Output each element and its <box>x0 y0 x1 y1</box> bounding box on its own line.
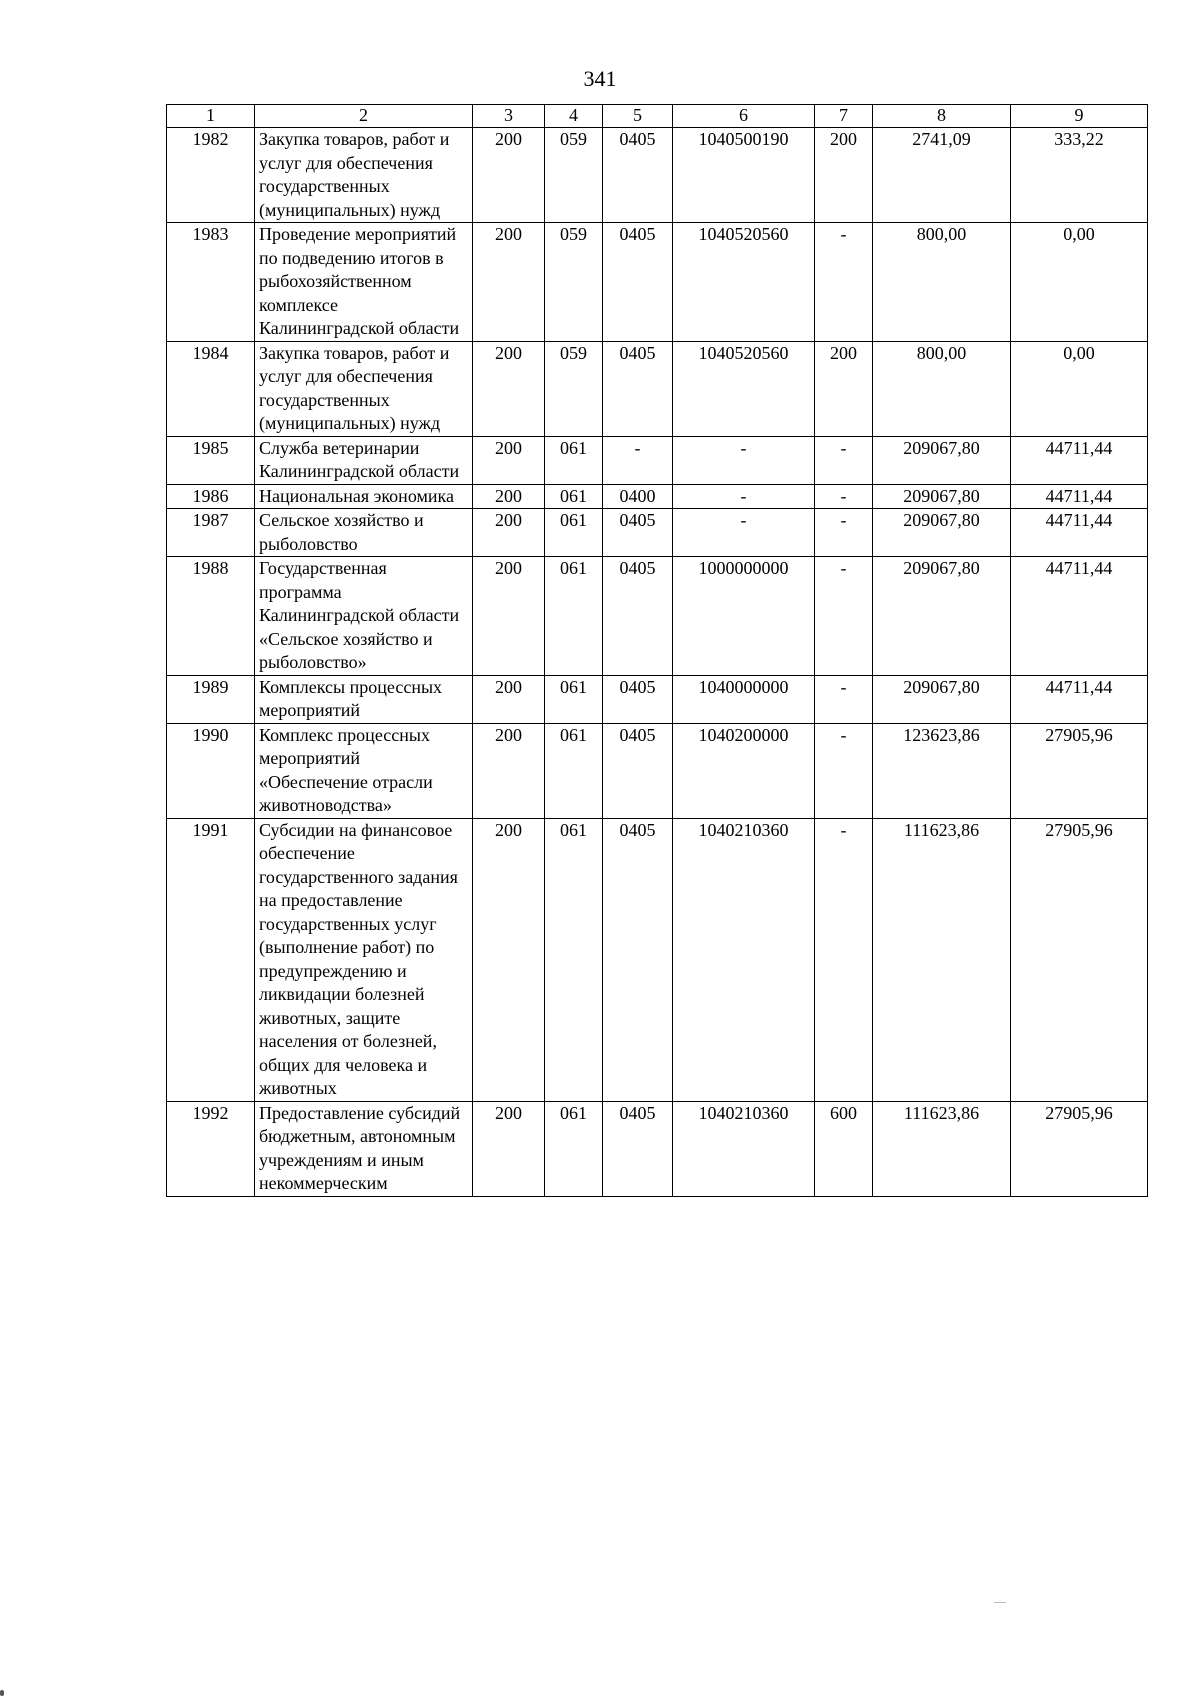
amount-cell: 333,22 <box>1011 128 1148 223</box>
code-cell: - <box>673 484 815 509</box>
code-cell: 061 <box>545 675 603 723</box>
code-cell: 200 <box>815 128 873 223</box>
code-cell: 059 <box>545 223 603 342</box>
code-cell: 061 <box>545 509 603 557</box>
amount-cell: 209067,80 <box>873 557 1011 676</box>
item-name-cell: Сельское хозяйство и рыболовство <box>255 509 473 557</box>
code-cell: 0405 <box>603 341 673 436</box>
amount-cell: 44711,44 <box>1011 436 1148 484</box>
code-cell: 0405 <box>603 818 673 1101</box>
row-number-cell: 1992 <box>167 1101 255 1196</box>
code-cell: 1040520560 <box>673 223 815 342</box>
table-row <box>167 1101 1148 1196</box>
table-row <box>167 557 1148 676</box>
item-name-cell: Национальная экономика <box>255 484 473 509</box>
code-cell: - <box>673 436 815 484</box>
row-number-cell: 1989 <box>167 675 255 723</box>
row-number-cell: 1984 <box>167 341 255 436</box>
column-header: 8 <box>873 105 1011 128</box>
code-cell: - <box>815 818 873 1101</box>
code-cell: - <box>815 223 873 342</box>
code-cell: 200 <box>473 557 545 676</box>
code-cell: - <box>815 557 873 676</box>
code-cell: 061 <box>545 557 603 676</box>
item-name-cell: Предоставление субсидий бюджетным, автономным учреждениям и иным некоммерческим <box>255 1101 473 1196</box>
amount-cell: 44711,44 <box>1011 509 1148 557</box>
amount-cell: 27905,96 <box>1011 723 1148 818</box>
code-cell: 200 <box>473 723 545 818</box>
item-name-cell: Комплексы процессных мероприятий <box>255 675 473 723</box>
item-name-cell: Проведение мероприятий по подведению итогов в рыбохозяйственном комплексе Калининградской области <box>255 223 473 342</box>
amount-cell: 44711,44 <box>1011 484 1148 509</box>
code-cell: 059 <box>545 128 603 223</box>
code-cell: - <box>815 436 873 484</box>
column-header: 1 <box>167 105 255 128</box>
amount-cell: 0,00 <box>1011 341 1148 436</box>
item-name-cell: Субсидии на финансовое обеспечение государственного задания на предоставление государственных услуг (выполнение работ) по предупреждению и ликвидации болезней животных, защите населения от болезней, общих для человека и животных <box>255 818 473 1101</box>
code-cell: 1040500190 <box>673 128 815 223</box>
code-cell: 200 <box>473 509 545 557</box>
code-cell: 0405 <box>603 223 673 342</box>
code-cell: 200 <box>473 223 545 342</box>
column-header: 6 <box>673 105 815 128</box>
row-number-cell: 1985 <box>167 436 255 484</box>
amount-cell: 209067,80 <box>873 484 1011 509</box>
amount-cell: 209067,80 <box>873 436 1011 484</box>
code-cell: 061 <box>545 436 603 484</box>
amount-cell: 111623,86 <box>873 818 1011 1101</box>
column-header: 4 <box>545 105 603 128</box>
code-cell: 200 <box>473 341 545 436</box>
code-cell: 0400 <box>603 484 673 509</box>
code-cell: 0405 <box>603 675 673 723</box>
row-number-cell: 1983 <box>167 223 255 342</box>
column-header: 3 <box>473 105 545 128</box>
code-cell: 200 <box>473 1101 545 1196</box>
row-number-cell: 1982 <box>167 128 255 223</box>
code-cell: 061 <box>545 484 603 509</box>
amount-cell: 209067,80 <box>873 509 1011 557</box>
table-row <box>167 818 1148 1101</box>
code-cell: 1000000000 <box>673 557 815 676</box>
code-cell: 1040210360 <box>673 818 815 1101</box>
scan-artifact-mark <box>994 1602 1006 1603</box>
item-name-cell: Служба ветеринарии Калининградской области <box>255 436 473 484</box>
table-row <box>167 484 1148 509</box>
amount-cell: 2741,09 <box>873 128 1011 223</box>
budget-table <box>166 104 1148 1197</box>
amount-cell: 44711,44 <box>1011 675 1148 723</box>
code-cell: 200 <box>473 675 545 723</box>
row-number-cell: 1987 <box>167 509 255 557</box>
amount-cell: 800,00 <box>873 223 1011 342</box>
code-cell: 061 <box>545 723 603 818</box>
item-name-cell: Комплекс процессных мероприятий «Обеспечение отрасли животноводства» <box>255 723 473 818</box>
scan-corner-mark <box>0 1690 4 1696</box>
table-row <box>167 509 1148 557</box>
code-cell: - <box>815 509 873 557</box>
code-cell: 200 <box>473 436 545 484</box>
code-cell: 0405 <box>603 509 673 557</box>
row-number-cell: 1991 <box>167 818 255 1101</box>
item-name-cell: Государственная программа Калининградской области «Сельское хозяйство и рыболовство» <box>255 557 473 676</box>
code-cell: - <box>603 436 673 484</box>
code-cell: 0405 <box>603 723 673 818</box>
code-cell: 1040000000 <box>673 675 815 723</box>
amount-cell: 44711,44 <box>1011 557 1148 676</box>
header-row <box>167 105 1148 128</box>
column-header: 5 <box>603 105 673 128</box>
code-cell: 200 <box>473 484 545 509</box>
code-cell: 1040200000 <box>673 723 815 818</box>
amount-cell: 800,00 <box>873 341 1011 436</box>
row-number-cell: 1990 <box>167 723 255 818</box>
column-header: 2 <box>255 105 473 128</box>
table-row <box>167 223 1148 342</box>
code-cell: 0405 <box>603 128 673 223</box>
code-cell: - <box>815 675 873 723</box>
code-cell: 059 <box>545 341 603 436</box>
table-row <box>167 675 1148 723</box>
table-row <box>167 128 1148 223</box>
amount-cell: 27905,96 <box>1011 818 1148 1101</box>
table-row <box>167 436 1148 484</box>
amount-cell: 123623,86 <box>873 723 1011 818</box>
row-number-cell: 1988 <box>167 557 255 676</box>
column-header: 9 <box>1011 105 1148 128</box>
table-row <box>167 723 1148 818</box>
code-cell: 200 <box>473 128 545 223</box>
amount-cell: 209067,80 <box>873 675 1011 723</box>
code-cell: 0405 <box>603 557 673 676</box>
code-cell: 200 <box>473 818 545 1101</box>
code-cell: 1040520560 <box>673 341 815 436</box>
code-cell: - <box>815 723 873 818</box>
column-header: 7 <box>815 105 873 128</box>
code-cell: 600 <box>815 1101 873 1196</box>
page-number: 341 <box>583 66 617 91</box>
amount-cell: 27905,96 <box>1011 1101 1148 1196</box>
code-cell: 061 <box>545 1101 603 1196</box>
code-cell: - <box>815 484 873 509</box>
code-cell: 061 <box>545 818 603 1101</box>
code-cell: - <box>673 509 815 557</box>
item-name-cell: Закупка товаров, работ и услуг для обеспечения государственных (муниципальных) нужд <box>255 341 473 436</box>
code-cell: 200 <box>815 341 873 436</box>
code-cell: 1040210360 <box>673 1101 815 1196</box>
amount-cell: 0,00 <box>1011 223 1148 342</box>
row-number-cell: 1986 <box>167 484 255 509</box>
item-name-cell: Закупка товаров, работ и услуг для обеспечения государственных (муниципальных) нужд <box>255 128 473 223</box>
amount-cell: 111623,86 <box>873 1101 1011 1196</box>
code-cell: 0405 <box>603 1101 673 1196</box>
table-row <box>167 341 1148 436</box>
